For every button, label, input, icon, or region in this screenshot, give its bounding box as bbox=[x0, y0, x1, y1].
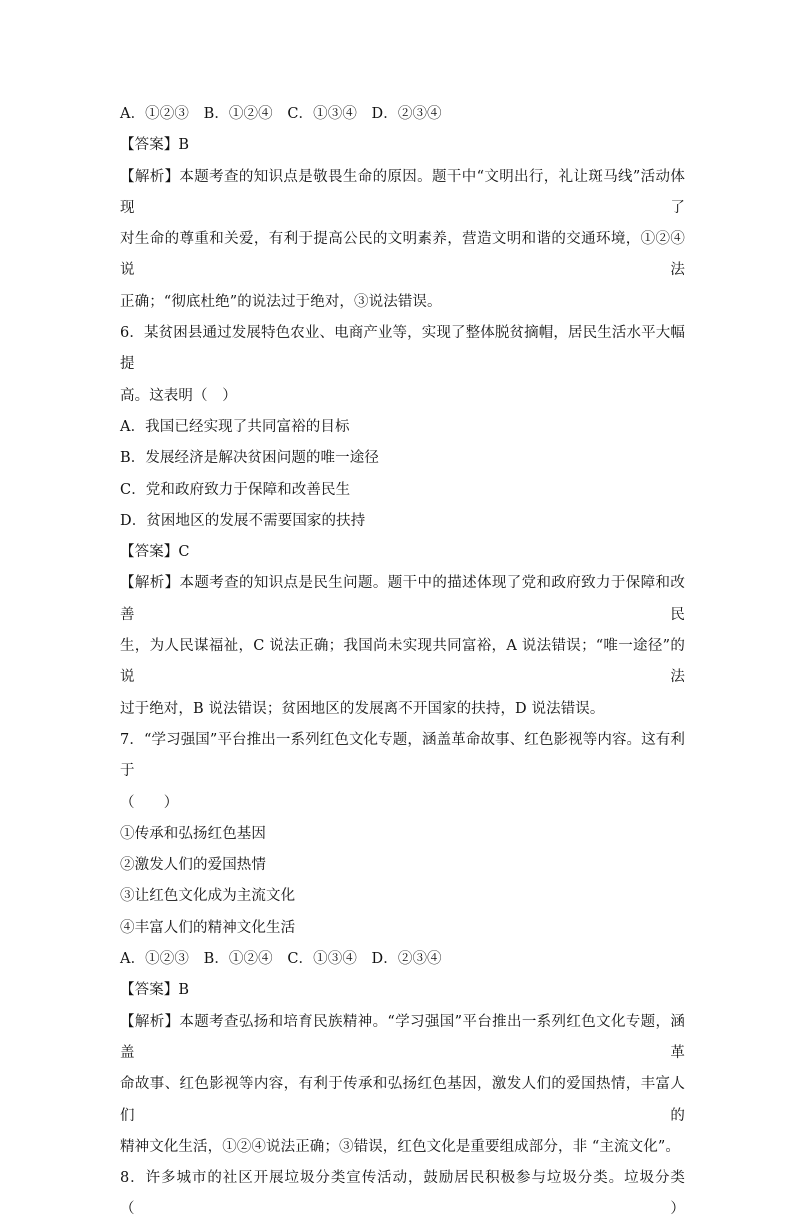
q6-analysis-line-3: 过于绝对，B 说法错误；贫困地区的发展离不开国家的扶持，D 说法错误。 bbox=[120, 700, 605, 717]
q6-stem-line-1: 6．某贫困县通过发展特色农业、电商产业等，实现了整体脱贫摘帽，居民生活水平大幅提 bbox=[120, 325, 685, 373]
q6-analysis-line-2: 生，为人民谋福祉，C 说法正确；我国尚未实现共同富裕，A 说法错误；“唯一途径”的说法 bbox=[120, 638, 685, 686]
q5-analysis-line-2: 对生命的尊重和关爱，有利于提高公民的文明素养，营造文明和谐的交通环境，①②④说法 bbox=[120, 231, 685, 279]
q5-options: A．①②③ B．①②④ C．①③④ D．②③④ bbox=[120, 106, 442, 122]
q5-analysis-line-3: 正确；“彻底杜绝”的说法过于绝对，③说法错误。 bbox=[120, 293, 442, 310]
q7-statement-3: ③让红色文化成为主流文化 bbox=[120, 888, 296, 905]
q5-answer: 【答案】B bbox=[120, 137, 190, 154]
q6-option-b: B．发展经济是解决贫困问题的唯一途径 bbox=[120, 450, 379, 467]
q6-option-d: D．贫困地区的发展不需要国家的扶持 bbox=[120, 512, 366, 529]
q8-stem: 8．许多城市的社区开展垃圾分类宣传活动，鼓励居民积极参与垃圾分类。垃圾分类（ ） bbox=[120, 1170, 685, 1218]
q7-analysis-line-1: 【解析】本题考查弘扬和培育民族精神。“学习强国”平台推出一系列红色文化专题，涵盖革 bbox=[120, 1013, 685, 1061]
q7-analysis-line-3: 精神文化生活，①②④说法正确；③错误，红色文化是重要组成部分，非 “主流文化”。 bbox=[120, 1138, 680, 1155]
q7-analysis-line-2: 命故事、红色影视等内容，有利于传承和弘扬红色基因，激发人们的爱国热情，丰富人们的 bbox=[120, 1076, 685, 1124]
document-body bbox=[120, 99, 685, 1226]
q6-option-c: C．党和政府致力于保障和改善民生 bbox=[120, 481, 351, 498]
q6-answer: 【答案】C bbox=[120, 544, 190, 561]
q7-statement-1: ①传承和弘扬红色基因 bbox=[120, 825, 266, 842]
q6-analysis-line-1: 【解析】本题考查的知识点是民生问题。题干中的描述体现了党和政府致力于保障和改善民 bbox=[120, 575, 685, 623]
q6-stem-line-2: 高。这表明（ ） bbox=[120, 387, 237, 404]
q7-options: A．①②③ B．①②④ C．①③④ D．②③④ bbox=[120, 951, 442, 968]
q6-option-a: A．我国已经实现了共同富裕的目标 bbox=[120, 418, 350, 435]
q5-analysis-line-1: 【解析】本题考查的知识点是敬畏生命的原因。题干中“文明出行，礼让斑马线”活动体现了 bbox=[120, 168, 685, 216]
q7-answer: 【答案】B bbox=[120, 982, 190, 999]
q7-stem-line-1: 7．“学习强国”平台推出一系列红色文化专题，涵盖革命故事、红色影视等内容。这有利于 bbox=[120, 731, 685, 780]
q7-statement-4: ④丰富人们的精神文化生活 bbox=[120, 919, 296, 936]
q7-stem-line-2: （ ） bbox=[120, 794, 179, 811]
q7-statement-2: ②激发人们的爱国热情 bbox=[120, 857, 266, 874]
